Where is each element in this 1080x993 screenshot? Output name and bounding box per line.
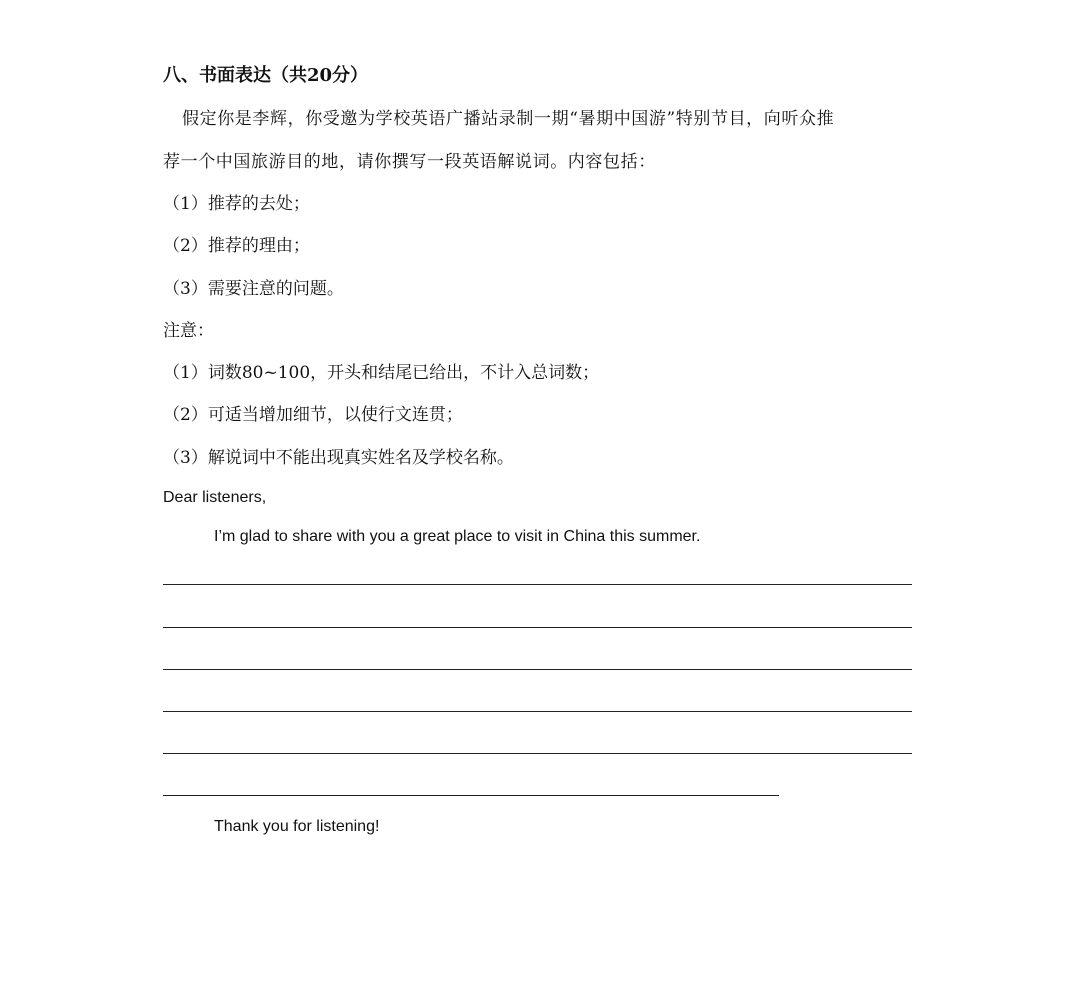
writing-line[interactable] [163,584,912,585]
note-label: 注意： [163,321,214,341]
writing-line[interactable] [163,627,912,628]
letter-greeting: Dear listeners, [163,489,267,506]
section-title: 八、书面表达（共20分） [163,65,369,86]
content-item-3: （3）需要注意的问题。 [163,279,344,299]
note-item-3: （3）解说词中不能出现真实姓名及学校名称。 [163,448,514,468]
writing-line[interactable] [163,795,779,796]
writing-line[interactable] [163,669,912,670]
content-item-2: （2）推荐的理由； [163,236,310,256]
note-item-2: （2）可适当增加细节，以使行文连贯； [163,405,463,425]
note-item-1: （1）词数80~100，开头和结尾已给出，不计入总词数； [163,363,600,383]
letter-closing: Thank you for listening! [214,818,380,835]
writing-line[interactable] [163,753,912,754]
prompt-line-1: 假定你是李辉，你受邀为学校英语广播站录制一期“暑期中国游”特别节目，向听众推 [182,109,835,129]
letter-opening: I’m glad to share with you a great place to visit in China this summer. [214,528,701,545]
writing-line[interactable] [163,711,912,712]
content-item-1: （1）推荐的去处； [163,194,310,214]
prompt-line-2: 荐一个中国旅游目的地，请你撰写一段英语解说词。内容包括： [163,152,656,172]
